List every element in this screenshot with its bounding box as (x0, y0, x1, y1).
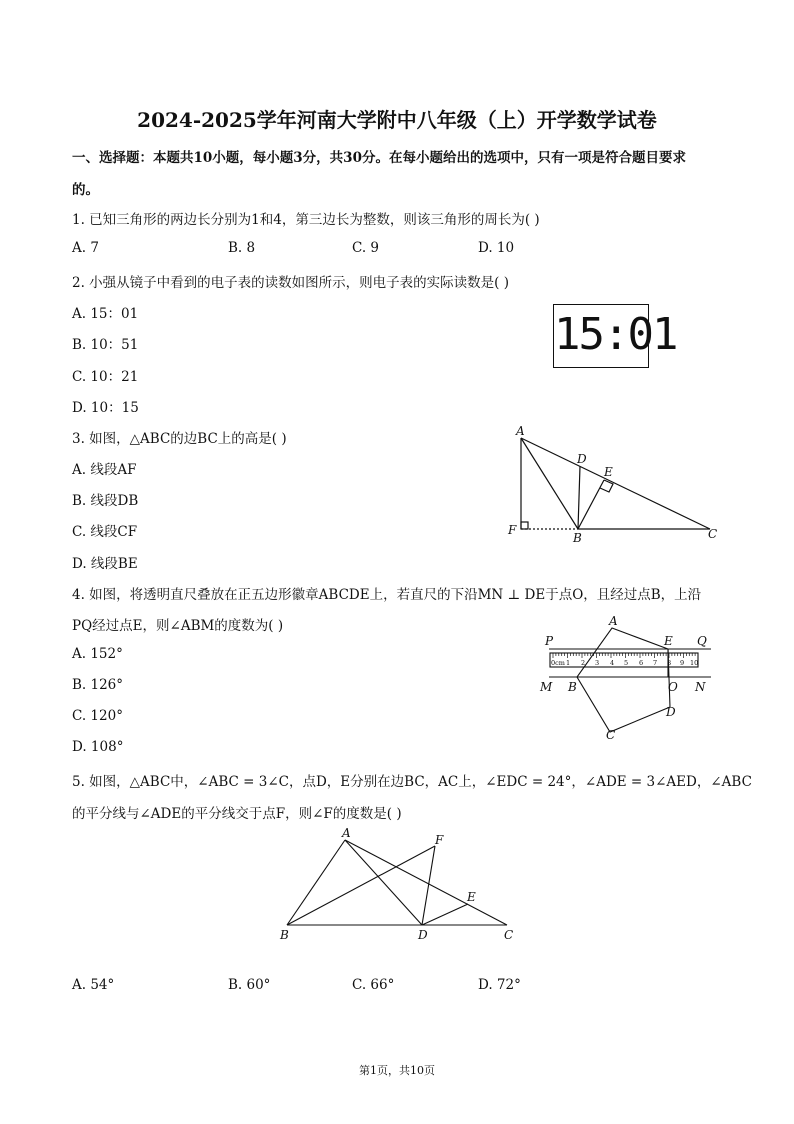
ruler-tick-5: 5 (624, 659, 629, 667)
regular-pentagon-abcde (577, 628, 670, 732)
label-f: F (508, 523, 517, 537)
question-5-stem-cont: 的平分线与∠ADE的平分线交于点F，则∠F的度数是( ) (72, 806, 402, 822)
ruler-tick-1: 1 (566, 659, 571, 667)
ruler-tick-7: 7 (653, 659, 658, 667)
ruler-tick-10: 10 (690, 659, 699, 667)
label-d: D (666, 705, 676, 719)
pentagon-ruler-figure (535, 610, 725, 745)
q3-option-b: B. 线段DB (72, 493, 139, 509)
q4-option-a: A. 152° (72, 646, 123, 662)
section-header: 一、选择题：本题共10小题，每小题3分，共30分。在每小题给出的选项中，只有一项是符合题目要求 (72, 150, 686, 166)
label-c: C (708, 527, 718, 541)
label-a: A (609, 614, 618, 628)
right-angle-mark-f (521, 522, 528, 529)
q4-option-c: C. 120° (72, 708, 123, 724)
label-o: O (668, 680, 678, 694)
label-c: C (504, 928, 514, 942)
segment-de (422, 904, 468, 925)
bisector-df (422, 846, 435, 925)
q5-option-c: C. 66° (352, 977, 395, 993)
label-p: P (545, 634, 554, 648)
page-title: 2024-2025学年河南大学附中八年级（上）开学数学试卷 (137, 108, 657, 132)
label-a: A (516, 424, 525, 438)
label-m: M (540, 680, 553, 694)
question-4-stem-cont: PQ经过点E，则∠ABM的度数为( ) (72, 618, 284, 634)
ruler-tick-0: 0cm (551, 659, 565, 667)
mirror-clock-figure (553, 304, 677, 368)
q3-option-c: C. 线段CF (72, 524, 138, 540)
q1-option-c: C. 9 (352, 240, 380, 256)
segment-ac (345, 840, 507, 925)
label-n: N (695, 680, 706, 694)
q2-option-a: A. 15：01 (72, 306, 139, 322)
q5-option-a: A. 54° (72, 977, 115, 993)
label-c: C (606, 728, 616, 742)
label-f: F (435, 833, 444, 847)
label-a: A (342, 826, 351, 840)
label-e: E (467, 890, 476, 904)
label-b: B (573, 531, 582, 545)
ruler-tick-6: 6 (639, 659, 644, 667)
ruler-tick-3: 3 (595, 659, 600, 667)
q3-option-a: A. 线段AF (72, 462, 137, 478)
segment-ab (287, 840, 345, 925)
segment-db (578, 466, 580, 529)
q4-option-d: D. 108° (72, 739, 124, 755)
section-header-cont: 的。 (72, 182, 99, 198)
question-5-stem: 5. 如图，△ABC中，∠ABC = 3∠C，点D，E分别在边BC，AC上，∠EDC = 24°，∠ADE = 3∠AED，∠ABC (72, 774, 752, 790)
clock-digits: 15:01 (554, 309, 677, 360)
q5-option-d: D. 72° (478, 977, 521, 993)
page-footer: 第1页，共10页 (359, 1064, 435, 1077)
triangle-abc-figure (500, 420, 730, 550)
q2-option-b: B. 10：51 (72, 337, 139, 353)
question-1-stem: 1. 已知三角形的两边长分别为1和4，第三边长为整数，则该三角形的周长为( ) (72, 212, 540, 228)
label-q: Q (697, 634, 707, 648)
q5-option-b: B. 60° (228, 977, 271, 993)
q2-option-c: C. 10：21 (72, 369, 139, 385)
label-e: E (664, 634, 673, 648)
segment-ad (345, 840, 422, 925)
ruler-tick-2: 2 (581, 659, 586, 667)
q3-option-d: D. 线段BE (72, 556, 138, 572)
segment-be (578, 480, 604, 529)
q1-option-d: D. 10 (478, 240, 515, 256)
ruler-tick-8: 8 (667, 659, 672, 667)
label-b: B (568, 680, 577, 694)
triangle-bisector-figure (272, 822, 528, 946)
question-2-stem: 2. 小强从镜子中看到的电子表的读数如图所示，则电子表的实际读数是( ) (72, 275, 509, 291)
q2-option-d: D. 10：15 (72, 400, 139, 416)
ruler-tick-9: 9 (680, 659, 685, 667)
ruler-tick-4: 4 (610, 659, 615, 667)
question-4-stem: 4. 如图，将透明直尺叠放在正五边形徽章ABCDE上，若直尺的下沿MN ⊥ DE于点O，且经过点B，上沿 (72, 587, 702, 603)
question-3-stem: 3. 如图，△ABC的边BC上的高是( ) (72, 431, 287, 447)
label-d: D (418, 928, 428, 942)
q1-option-a: A. 7 (72, 240, 99, 256)
q1-option-b: B. 8 (228, 240, 256, 256)
label-e: E (604, 465, 613, 479)
q4-option-b: B. 126° (72, 677, 124, 693)
label-d: D (577, 452, 587, 466)
label-b: B (280, 928, 289, 942)
